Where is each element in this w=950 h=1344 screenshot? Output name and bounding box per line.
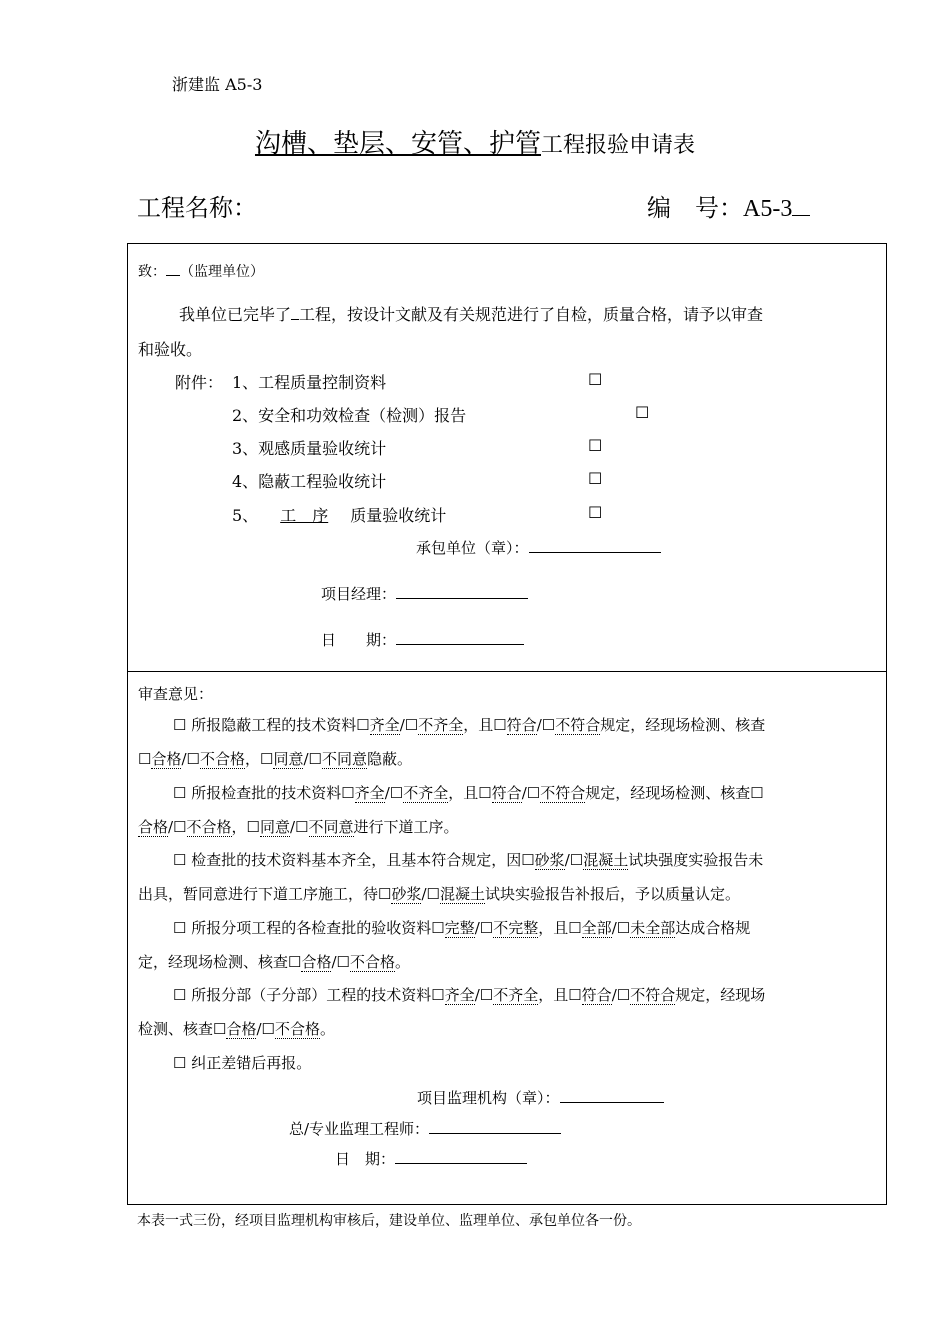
engineer-signature: 总/专业监理工程师：	[289, 1118, 561, 1139]
attachment-4-checkbox[interactable]: ☐	[588, 469, 603, 488]
manager-signature: 项目经理：	[321, 583, 528, 604]
section1-date: 日 期：	[321, 629, 524, 650]
section-divider	[128, 671, 886, 672]
attachments-label: 附件：	[175, 373, 224, 392]
supervisor-org-signature: 项目监理机构（章）：	[417, 1087, 664, 1108]
attachment-4: 4、隐蔽工程验收统计	[232, 472, 387, 491]
contractor-signature-line[interactable]	[529, 552, 661, 553]
contractor-signature: 承包单位（章）：	[416, 537, 661, 558]
page-title	[0, 123, 950, 160]
attachment-2-checkbox[interactable]: ☐	[635, 403, 650, 422]
review-heading: 审查意见：	[138, 685, 214, 703]
to-label: 致：	[138, 264, 166, 280]
to-suffix: （监理单位）	[180, 264, 264, 280]
form-code: 浙建监 A5-3	[172, 75, 263, 94]
attachment-2: 2、安全和功效检查（检测）报告	[232, 406, 467, 425]
attachment-3: 3、观感质量验收统计	[232, 439, 387, 458]
form-table	[127, 243, 887, 1205]
review-item-2-line1: ☐ 所报检查批的技术资料☐齐全/☐不齐全，且☐符合/☐不符合规定，经现场检测、核查☐	[173, 784, 764, 802]
review-item-5-line2: 检测、核查☐合格/☐不合格。	[138, 1020, 336, 1038]
statement-line1: 我单位已完毕了 工程，按设计文献及有关规范进行了自检，质量合格，请予以审查	[179, 305, 764, 324]
attachment-1: 1、工程质量控制资料	[232, 373, 387, 392]
number-field	[647, 188, 810, 223]
title-rest: 工程报验申请表	[541, 133, 696, 158]
review-item-1-line2: ☐合格/☐不合格，☐同意/☐不同意隐蔽。	[138, 750, 413, 768]
section1-date-line[interactable]	[396, 644, 524, 645]
attachment-5-fill: 工 序	[280, 506, 329, 525]
review-item-3-line1: ☐ 检查批的技术资料基本齐全，且基本符合规定，因☐砂浆/☐混凝土试块强度实验报告未	[173, 851, 764, 869]
number-value: A5-3	[743, 196, 793, 222]
footer-note: 本表一式三份，经项目监理机构审核后，建设单位、监理单位、承包单位各一份。	[137, 1213, 641, 1229]
to-line	[138, 261, 264, 281]
manager-signature-line[interactable]	[396, 598, 528, 599]
attachment-5: 5、 工 序 质量验收统计	[232, 506, 447, 525]
review-item-2-line2: 合格/☐不合格，☐同意/☐不同意进行下道工序。	[138, 818, 459, 836]
project-name-label: 工程名称：	[137, 194, 257, 222]
number-label: 编 号：	[647, 194, 743, 222]
statement-line2: 和验收。	[138, 340, 203, 359]
section2-date: 日 期：	[335, 1148, 527, 1169]
review-item-1-line1: ☐ 所报隐蔽工程的技术资料☐齐全/☐不齐全，且☐符合/☐不符合规定，经现场检测、核查	[173, 716, 766, 734]
section2-date-line[interactable]	[395, 1163, 527, 1164]
review-item-5-line1: ☐ 所报分部（子分部）工程的技术资料☐齐全/☐不齐全，且☐符合/☐不符合规定，经现场	[173, 986, 766, 1004]
review-item-4-line1: ☐ 所报分项工程的各检查批的验收资料☐完整/☐不完整，且☐全部/☐未全部达成合格规	[173, 919, 751, 937]
attachment-5-checkbox[interactable]: ☐	[588, 503, 603, 522]
review-item-4-line2: 定，经现场检测、核查☐合格/☐不合格。	[138, 953, 411, 971]
engineer-signature-line[interactable]	[429, 1133, 561, 1134]
review-item-3-line2: 出具，暂同意进行下道工序施工，待☐砂浆/☐混凝土试块实验报告补报后，予以质量认定。	[138, 885, 741, 903]
review-item-6: ☐ 纠正差错后再报。	[173, 1054, 312, 1072]
supervisor-org-line[interactable]	[560, 1102, 664, 1103]
attachment-1-checkbox[interactable]: ☐	[588, 370, 603, 389]
attachment-3-checkbox[interactable]: ☐	[588, 436, 603, 455]
title-underlined: 沟槽、垫层、安管、护管	[254, 129, 541, 159]
